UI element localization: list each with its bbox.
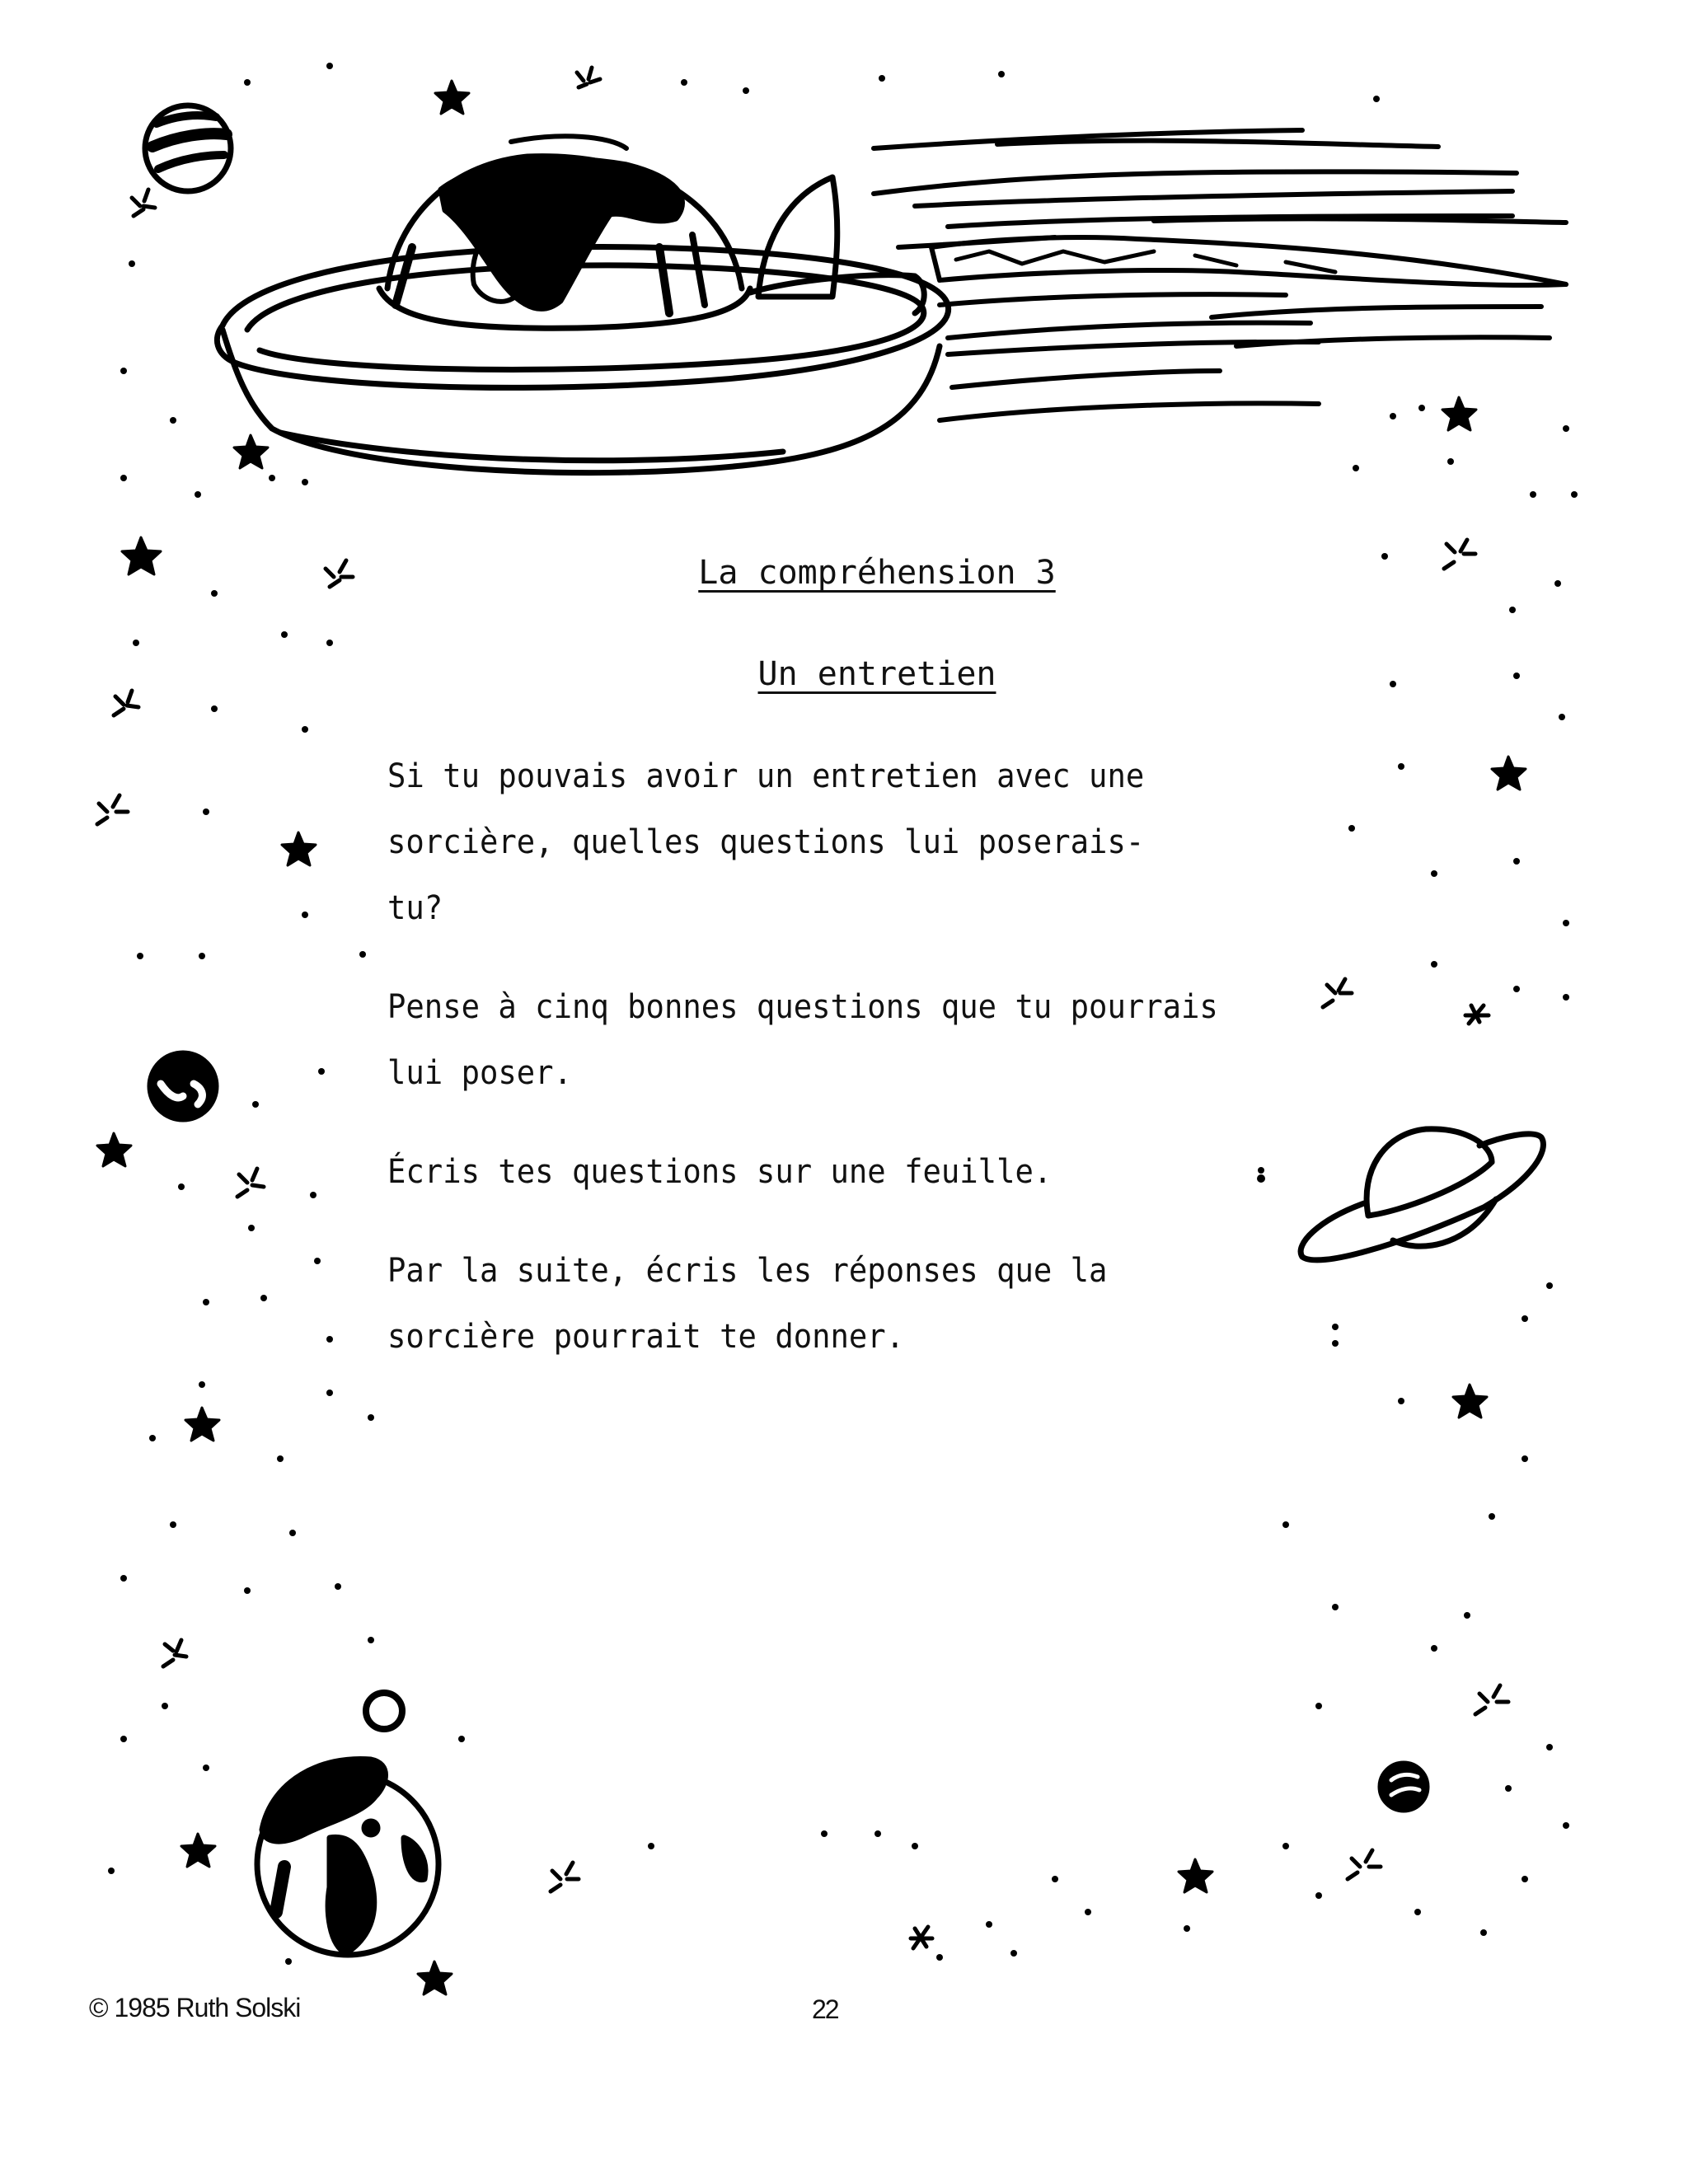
paragraph-line: sorcière pourrait te donner.: [387, 1318, 905, 1356]
small-dark-planet-icon: [150, 1053, 216, 1119]
copyright-notice: © 1985 Ruth Solski: [89, 1993, 301, 2022]
paragraph-line: Par la suite, écris les réponses que la: [387, 1252, 1108, 1290]
worksheet-subtitle: Un entretien: [757, 655, 996, 693]
ringed-planet-icon: [1301, 1129, 1543, 1260]
earth-globe-icon: [257, 1759, 438, 1955]
striped-planet-icon: [145, 105, 231, 191]
small-moon-icon: [366, 1693, 402, 1729]
paragraph-write-questions: [387, 1139, 1052, 1205]
paragraph-line: tu?: [387, 889, 443, 927]
paragraph-interview-question: [387, 743, 1144, 941]
page-number: 22: [812, 1994, 838, 2024]
paragraph-write-answers: [387, 1238, 1107, 1370]
paragraph-five-questions: [387, 974, 1218, 1106]
paragraph-line: Si tu pouvais avoir un entretien avec une: [387, 757, 1145, 795]
paragraph-line: Écris tes questions sur une feuille.: [387, 1153, 1053, 1191]
small-striped-planet-icon: [1381, 1764, 1427, 1810]
paragraph-line: lui poser.: [387, 1054, 572, 1092]
paragraph-line: sorcière, quelles questions lui poserais-: [387, 823, 1145, 861]
worksheet-title: La compréhension 3: [698, 554, 1056, 592]
paragraph-line: Pense à cinq bonnes questions que tu pourrais: [387, 988, 1218, 1026]
